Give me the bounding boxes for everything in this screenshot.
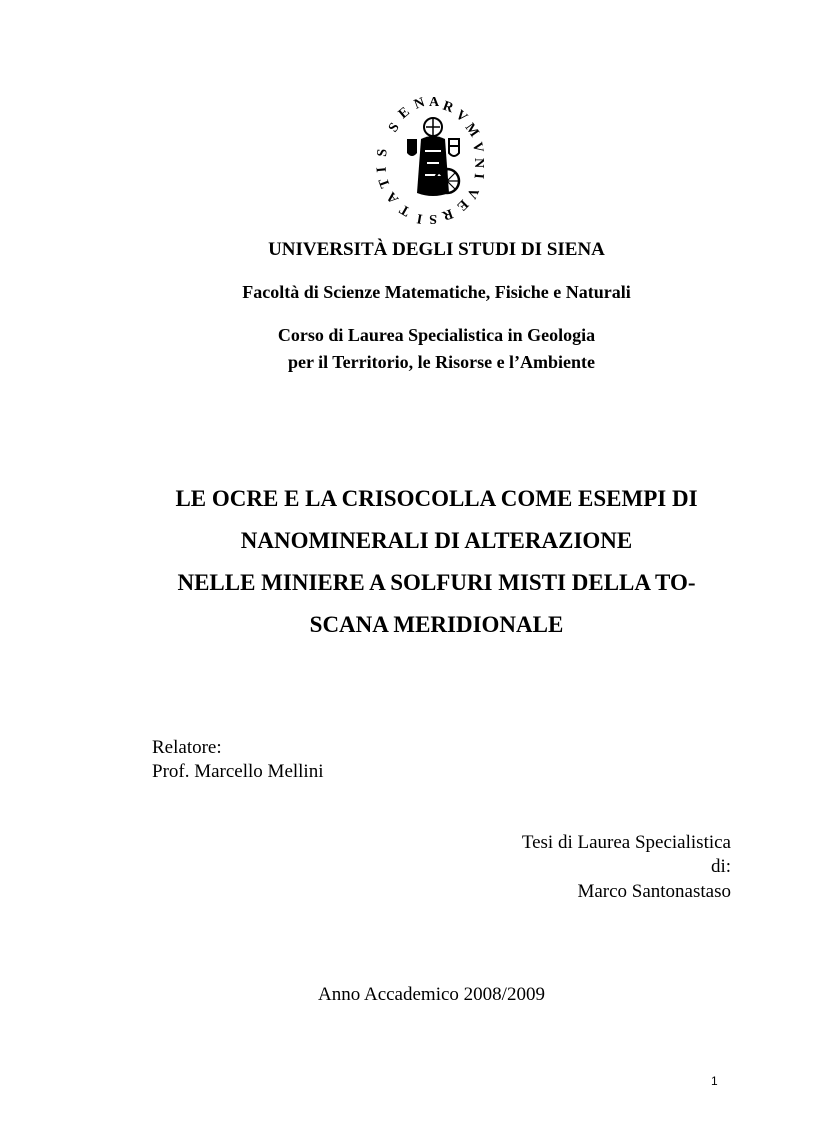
svg-text:E: E bbox=[395, 104, 413, 123]
svg-text:A: A bbox=[429, 95, 440, 110]
thesis-type-label: Tesi di Laurea Specialistica bbox=[521, 832, 731, 853]
svg-text:N: N bbox=[471, 158, 486, 169]
academic-year: Anno Accademico 2008/2009 bbox=[318, 984, 545, 1005]
svg-text:I: I bbox=[415, 210, 424, 226]
svg-text:V: V bbox=[469, 141, 486, 154]
university-seal bbox=[374, 95, 486, 226]
svg-text:A: A bbox=[384, 188, 403, 207]
svg-text:R: R bbox=[440, 205, 455, 223]
faculty-name: Facoltà di Scienze Matematiche, Fisiche e Naturali bbox=[242, 282, 631, 302]
page-number: 1 bbox=[711, 1074, 718, 1088]
thesis-title-line-3: NELLE MINIERE A SOLFURI MISTI DELLA TO- bbox=[177, 570, 696, 595]
svg-text:T: T bbox=[397, 200, 413, 219]
svg-text:V: V bbox=[463, 185, 481, 201]
thesis-by-label: di: bbox=[710, 856, 731, 877]
svg-text:R: R bbox=[440, 98, 456, 117]
course-name-line-1: Corso di Laurea Specialistica in Geologia bbox=[277, 325, 596, 345]
course-name-line-2: per il Territorio, le Risorse e l’Ambiente bbox=[287, 352, 596, 372]
svg-text:I: I bbox=[470, 172, 486, 180]
svg-text:T: T bbox=[376, 175, 394, 190]
svg-text:N: N bbox=[412, 95, 427, 113]
university-name: UNIVERSITÀ DEGLI STUDI DI SIENA bbox=[268, 239, 605, 260]
thesis-author: Marco Santonastaso bbox=[577, 881, 731, 902]
thesis-title-line-2: NANOMINERALI DI ALTERAZIONE bbox=[240, 528, 633, 553]
thesis-title-line-1: LE OCRE E LA CRISOCOLLA COME ESEMPI DI bbox=[175, 486, 698, 511]
supervisor-label: Relatore: bbox=[152, 737, 222, 758]
svg-text:S: S bbox=[375, 148, 391, 158]
svg-text:S: S bbox=[385, 120, 403, 136]
svg-text:E: E bbox=[453, 196, 471, 214]
thesis-title-line-4: SCANA MERIDIONALE bbox=[309, 612, 564, 637]
supervisor-name: Prof. Marcello Mellini bbox=[152, 761, 324, 782]
svg-text:S: S bbox=[429, 211, 437, 226]
svg-text:V: V bbox=[452, 107, 470, 126]
svg-text:M: M bbox=[461, 120, 482, 141]
svg-text:I: I bbox=[374, 166, 390, 173]
